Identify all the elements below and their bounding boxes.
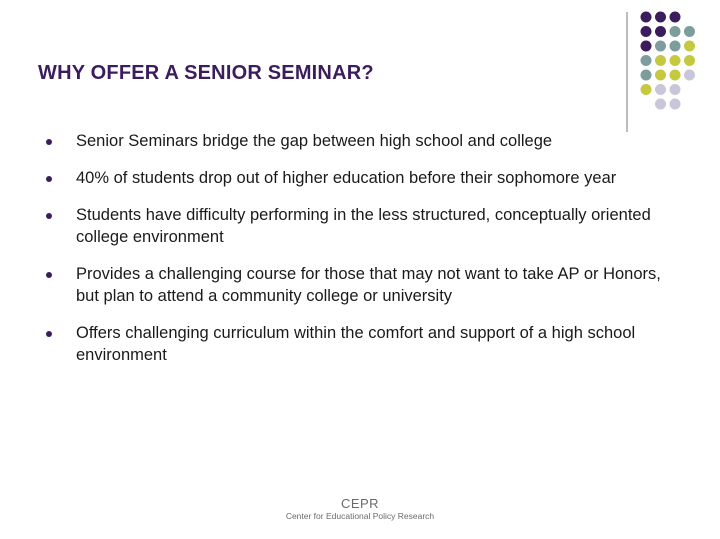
bullet-dot-icon bbox=[46, 331, 52, 337]
bullet-list bbox=[46, 130, 686, 381]
decorative-dot bbox=[641, 70, 652, 81]
bullet-text: 40% of students drop out of higher education before their sophomore year bbox=[76, 169, 617, 187]
slide-title: WHY OFFER A SENIOR SEMINAR? bbox=[38, 62, 374, 84]
decorative-dot bbox=[655, 26, 666, 37]
bullet-item bbox=[46, 167, 686, 189]
decorative-dot bbox=[655, 70, 666, 81]
decorative-dot bbox=[655, 55, 666, 66]
decorative-dot bbox=[684, 26, 695, 37]
decorative-dot bbox=[684, 41, 695, 52]
decorative-dot bbox=[670, 41, 681, 52]
decorative-dot bbox=[641, 41, 652, 52]
bullet-text: Senior Seminars bridge the gap between high school and college bbox=[76, 132, 553, 150]
decorative-dot bbox=[641, 12, 652, 23]
decorative-dot bbox=[684, 70, 695, 81]
bullet-text: Provides a challenging course for those that may not want to take AP or Honors, but plan to attend a community college or university bbox=[76, 265, 661, 305]
decorative-dot bbox=[655, 12, 666, 23]
decorative-dot bbox=[641, 55, 652, 66]
footer-organization: Center for Educational Policy Research bbox=[285, 511, 435, 521]
bullet-dot-icon bbox=[46, 176, 52, 182]
decorative-dot bbox=[670, 84, 681, 95]
decorative-dot bbox=[655, 84, 666, 95]
bullet-dot-icon bbox=[46, 272, 52, 278]
bullet-dot-icon bbox=[46, 213, 52, 219]
footer-logo-text: CEPR bbox=[340, 496, 380, 511]
bullet-item bbox=[46, 204, 686, 248]
decorative-dot bbox=[670, 26, 681, 37]
bullet-dot-icon bbox=[46, 139, 52, 145]
vertical-divider bbox=[626, 12, 628, 132]
bullet-item bbox=[46, 130, 686, 152]
decorative-dot bbox=[655, 99, 666, 110]
dot-grid-decoration bbox=[639, 11, 717, 121]
decorative-dot bbox=[641, 26, 652, 37]
bullet-text: Offers challenging curriculum within the comfort and support of a high school environment bbox=[76, 324, 636, 364]
bullet-item bbox=[46, 322, 686, 366]
decorative-dot bbox=[641, 84, 652, 95]
footer-logo-block bbox=[250, 497, 470, 522]
decorative-dot bbox=[655, 41, 666, 52]
decorative-dot bbox=[684, 55, 695, 66]
decorative-dot bbox=[670, 55, 681, 66]
bullet-item bbox=[46, 263, 686, 307]
decorative-dot bbox=[670, 12, 681, 23]
bullet-text: Students have difficulty performing in the less structured, conceptually oriented college environment bbox=[76, 206, 651, 246]
decorative-dot bbox=[670, 70, 681, 81]
decorative-dot bbox=[670, 99, 681, 110]
